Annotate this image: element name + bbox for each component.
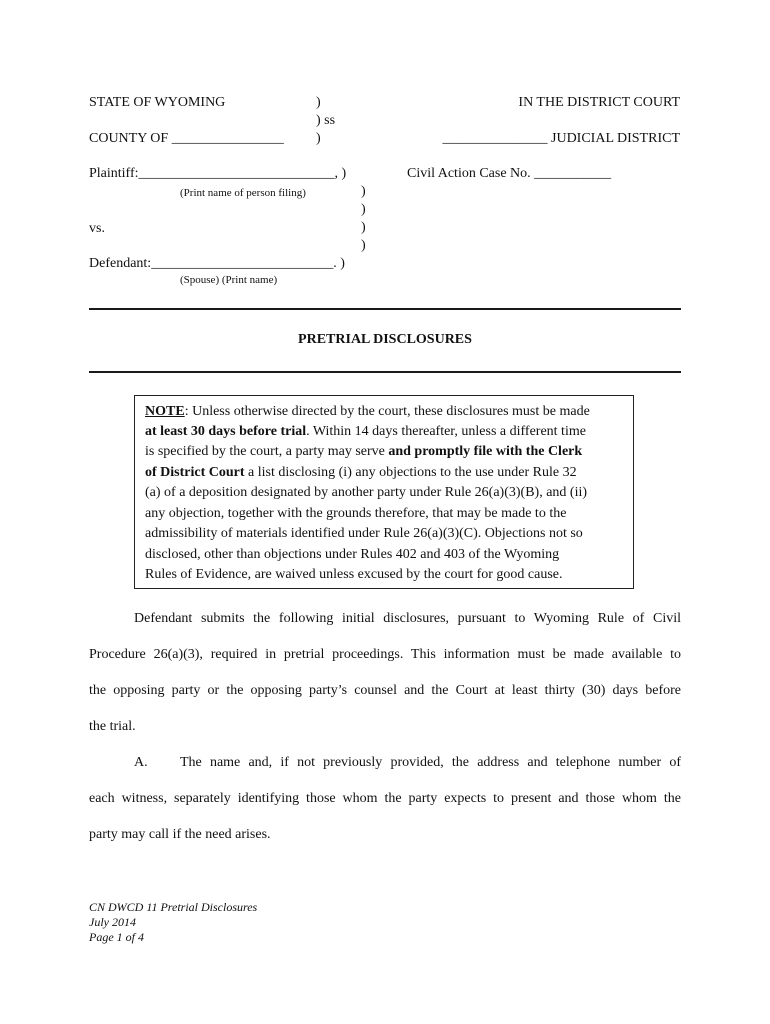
caption-paren: ) <box>361 220 366 235</box>
county-label: COUNTY OF ________________ <box>89 131 284 146</box>
document-title: PRETRIAL DISCLOSURES <box>298 332 472 347</box>
footer-date: July 2014 <box>89 915 136 929</box>
section-a-line-1: The name and, if not previously provided, the address and telephone number of <box>180 755 681 770</box>
defendant-line: Defendant:__________________________. ) <box>89 256 345 271</box>
section-a-line-3: party may call if the need arises. <box>89 827 271 842</box>
defendant-note: (Spouse) (Print name) <box>180 274 278 286</box>
note-box <box>134 395 634 589</box>
footer-form-id: CN DWCD 11 Pretrial Disclosures <box>89 900 258 914</box>
title-rule-top <box>89 308 681 310</box>
court-label: IN THE DISTRICT COURT <box>518 95 680 110</box>
note-line-1: NOTE: Unless otherwise directed by the court, these disclosures must be made <box>145 404 590 419</box>
body-p1-line-1: Defendant submits the following initial disclosures, pursuant to Wyoming Rule of Civil <box>134 611 681 626</box>
plaintiff-line: Plaintiff:____________________________, ) <box>89 166 347 181</box>
body-p1-line-2: Procedure 26(a)(3), required in pretrial proceedings. This information must be made available to <box>89 647 681 662</box>
district-label: _______________ JUDICIAL DISTRICT <box>442 131 680 146</box>
note-line-8: disclosed, other than objections under Rules 402 and 403 of the Wyoming <box>145 547 560 562</box>
caption-paren: ) <box>361 238 366 253</box>
note-line-2: at least 30 days before trial. Within 14 days thereafter, unless a different time <box>145 424 586 439</box>
footer-page-number: Page 1 of 4 <box>89 930 144 944</box>
title-rule-bottom <box>89 371 681 373</box>
note-line-7: admissibility of materials identified under Rule 26(a)(3)(C). Objections not so <box>145 526 583 541</box>
caption-paren: ) <box>361 202 366 217</box>
caption-paren: ) <box>361 184 366 199</box>
caption-paren-ss: ) ss <box>316 113 336 128</box>
note-line-6: any objection, together with the grounds therefore, that may be made to the <box>145 506 567 521</box>
section-a-label: A. <box>134 755 148 770</box>
plaintiff-note: (Print name of person filing) <box>180 187 306 199</box>
section-a-line-2: each witness, separately identifying those whom the party expects to present and those whom the <box>89 791 681 806</box>
note-line-5: (a) of a deposition designated by another party under Rule 26(a)(3)(B), and (ii) <box>145 485 588 500</box>
body-p1-line-3: the opposing party or the opposing party’s counsel and the Court at least thirty (30) days before <box>89 683 681 698</box>
body-p1-line-4: the trial. <box>89 719 136 734</box>
state-label: STATE OF WYOMING <box>89 95 226 110</box>
caption-paren: ) <box>316 131 321 146</box>
vs-label: vs. <box>89 221 105 236</box>
note-line-4: of District Court a list disclosing (i) any objections to the use under Rule 32 <box>145 465 577 480</box>
note-label: NOTE <box>145 404 185 419</box>
note-line-9: Rules of Evidence, are waived unless excused by the court for good cause. <box>145 567 563 582</box>
case-number: Civil Action Case No. ___________ <box>407 166 612 181</box>
note-line-3: is specified by the court, a party may serve and promptly file with the Clerk <box>145 444 583 459</box>
caption-paren: ) <box>316 95 321 110</box>
